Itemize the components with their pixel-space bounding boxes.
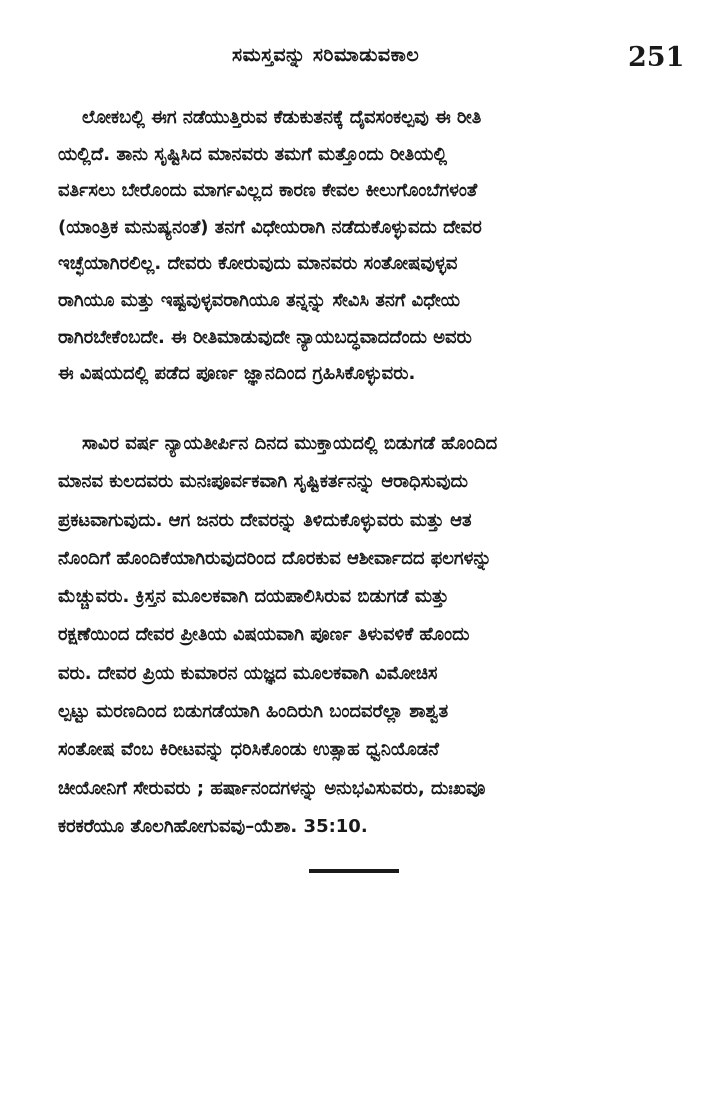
text-line: ಚೀಯೋನಿಗೆ ಸೇರುವರು ; ಹರ್ಷಾನಂದಗಳನ್ನು ಅನುಭವಿಸುವರು, ದುಃಖವೂ bbox=[58, 777, 486, 799]
text-line: ವರ್ತಿಸಲು ಬೇರೊಂದು ಮಾರ್ಗವಿಲ್ಲದ ಕಾರಣ ಕೇವಲ ಕೀಲುಗೊಂಬೆಗಳಂತೆ bbox=[58, 180, 478, 202]
running-head-title: ಸಮಸ್ತವನ್ನು ಸರಿಮಾಡುವಕಾಲ bbox=[232, 44, 420, 66]
paragraph-2 bbox=[58, 425, 690, 846]
text-line: ನೊಂದಿಗೆ ಹೊಂದಿಕೆಯಾಗಿರುವುದರಿಂದ ದೊರಕುವ ಆಶೀರ್ವಾದದ ಫಲಗಳನ್ನು bbox=[58, 547, 492, 569]
text-line: ಕರಕರೆಯೂ ತೊಲಗಿಹೋಗುವವು–ಯೆಶಾ. 35:10. bbox=[58, 815, 368, 837]
end-of-chapter-rule bbox=[309, 869, 399, 873]
text-line: ಇಚ್ಛೆಯಾಗಿರಲಿಲ್ಲ. ದೇವರು ಕೋರುವುದು ಮಾನವರು ಸಂತೋಷವುಳ್ಳವ bbox=[58, 253, 458, 275]
text-line: ಸಾವಿರ ವರ್ಷ ನ್ಯಾಯತೀರ್ಪಿನ ದಿನದ ಮುಕ್ತಾಯದಲ್ಲಿ ಬಿಡುಗಡೆ ಹೊಂದಿದ bbox=[82, 433, 498, 454]
text-line: ಮೆಚ್ಚುವರು. ಕ್ರಿಸ್ತನ ಮೂಲಕವಾಗಿ ದಯಪಾಲಿಸಿರುವ ಬಿಡುಗಡೆ ಮತ್ತು bbox=[58, 586, 449, 608]
text-line: ರಕ್ಷಣೆಯಿಂದ ದೇವರ ಪ್ರೀತಿಯ ವಿಷಯವಾಗಿ ಪೂರ್ಣ ತಿಳುವಳಿಕೆ ಹೊಂದು bbox=[58, 624, 470, 646]
text-line: ರಾಗಿಯೂ ಮತ್ತು ಇಷ್ಟವುಳ್ಳವರಾಗಿಯೂ ತನ್ನನ್ನು ಸೇವಿಸಿ ತನಗೆ ವಿಧೇಯ bbox=[58, 289, 461, 311]
text-line: ಮಾನವ ಕುಲದವರು ಮನಃಪೂರ್ವಕವಾಗಿ ಸೃಷ್ಟಿಕರ್ತನನ್ನು ಆರಾಧಿಸುವುದು bbox=[58, 471, 468, 493]
text-line: ಪ್ರಕಟವಾಗುವುದು. ಆಗ ಜನರು ದೇವರನ್ನು ತಿಳಿದುಕೊಳ್ಳುವರು ಮತ್ತು ಆತ bbox=[58, 509, 472, 531]
text-line: ಈ ವಿಷಯದಲ್ಲಿ ಪಡೆದ ಪೂರ್ಣ ಜ್ಞಾನದಿಂದ ಗ್ರಹಿಸಿಕೊಳ್ಳುವರು. bbox=[58, 363, 416, 385]
text-line: (ಯಾಂತ್ರಿಕ ಮನುಷ್ಯನಂತೆ) ತನಗೆ ವಿಧೇಯರಾಗಿ ನಡೆದುಕೊಳ್ಳುವದು ದೇವರ bbox=[58, 216, 482, 238]
text-line: ಲ್ಪಟ್ಟು ಮರಣದಿಂದ ಬಿಡುಗಡೆಯಾಗಿ ಹಿಂದಿರುಗಿ ಬಂದವರೆಲ್ಲಾ ಶಾಶ್ವತ bbox=[58, 701, 449, 723]
paragraph-1 bbox=[58, 100, 690, 393]
text-line: ಲೋಕಬಲ್ಲಿ ಈಗ ನಡೆಯುತ್ತಿರುವ ಕೆಡುಕುತನಕ್ಕೆ ದೈವಸಂಕಲ್ಪವು ಈ ರೀತಿ bbox=[82, 107, 482, 128]
text-line: ಸಂತೋಷ ವೆಂಬ ಕಿರೀಟವನ್ನು ಧರಿಸಿಕೊಂಡು ಉತ್ಸಾಹ ಧ್ವನಿಯೊಡನೆ bbox=[58, 739, 439, 761]
text-line: ವರು. ದೇವರ ಪ್ರಿಯ ಕುಮಾರನ ಯಜ್ಞದ ಮೂಲಕವಾಗಿ ವಿಮೋಚಿಸ bbox=[58, 662, 438, 684]
page-number: 251 bbox=[628, 42, 685, 73]
text-line: ಯಲ್ಲಿದೆ. ತಾನು ಸೃಷ್ಟಿಸಿದ ಮಾನವರು ತಮಗೆ ಮತ್ತೊಂದು ರೀತಿಯಲ್ಲಿ bbox=[58, 143, 448, 165]
text-line: ರಾಗಿರಬೇಕೆಂಬದೇ. ಈ ರೀತಿಮಾಡುವುದೇ ನ್ಯಾಯಬದ್ಧವಾದದೆಂದು ಅವರು bbox=[58, 326, 472, 348]
